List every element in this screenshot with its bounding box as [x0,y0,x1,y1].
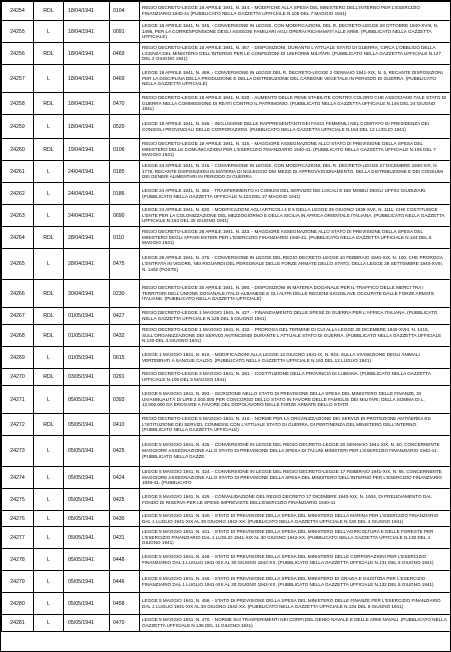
record-type: RDL [34,93,64,115]
record-number: 24264 [2,227,34,249]
table-row [2,347,451,369]
record-page: 0458 [110,593,140,615]
record-page: 0446 [110,571,140,593]
record-page: 0393 [110,386,140,414]
record-type: RDL [34,43,64,65]
record-description: LEGGE 5 MAGGIO 1941, N. 448. - STATO DI PREVISIONE DELLA SPESA DEL MINISTERO DELLE CORPORAZIONI PER L'ESERCIZIO FINANZIARIO DAL 1 LUGLIO 1941-XIX AL 30 GIUGNO 1942-XX. (PUBBLICATO NELLA GAZZETTA UFFICIALE N.131 DEL 6 GIUGNO 1941) [140,549,451,571]
record-date: 24/04/1941 [64,205,110,227]
record-description: REGIO DECRETO-LEGGE 18 APRILE 1941, N. 467. - DISPOSIZIONI, DURANTE L'ATTUALE STATO DI GUERRA, CIRCA L'OBBLIGO DELLA LICENZA DEL MINISTERO DELL'INTERNO PER LE CONFEZIONI DI UNIFORMI MILITARI. (PUBBLICATO NELLA GAZZETTA UFFICIALE N.127 DEL 2 GIUGNO 1941) [140,43,451,65]
record-type: L [34,571,64,593]
table-row [2,2,451,21]
record-page: 0185 [110,161,140,183]
record-type: RDL [34,369,64,386]
table-row [2,325,451,347]
record-description: LEGGE 18 APRILE 1941, N. 636. - INCLUSIONE DELLE RAPPRESENTANTI DEI FASCI FEMMINILI NEL COMITATO DI PRESIDENZA DEI CONSIGLI PROVINCIALI DELLE CORPORAZIONI. (PUBBLICATO NELLA GAZZETTA UFFICIALE N.164 DEL 12 LUGLIO 1941) [140,115,451,139]
table-row [2,386,451,414]
record-number: 24278 [2,549,34,571]
record-type: L [34,593,64,615]
record-description: LEGGE 5 MAGGIO 1941, N. 470. - NORME SUI TRASFERIMENTI NEI CORPI DEL GENIO NAVALE E DELLE ARMI NAVALI. (PUBBLICATO NELLA GAZZETTA UFFICIALE N.138 DEL 11 GIUGNO 1941) [140,615,451,632]
record-date: 18/04/1941 [64,2,110,21]
record-date: 18/04/1941 [64,21,110,43]
record-date: 01/05/1941 [64,308,110,325]
record-number: 24262 [2,183,34,205]
table-row [2,467,451,489]
record-page: 0431 [110,527,140,549]
table-row [2,593,451,615]
record-description: LEGGE 5 MAGGIO 1941, N. 425. - CONVERSIONE IN LEGGE DEL REGIO DECRETO-LEGGE 20 GENNAIO 1941-XIX, N. 60, CONCERNENTE MAGGIORE ASSEGNAZIONE ALLO STATO DI PREVISIONE DELLA SPESA DI TALUNI MINISTERI PER L'ESERCIZIO FINANZIARIO 1940-41. (PUBBLICATO NELLA GAZZE. [140,436,451,467]
record-date: 05/05/1941 [64,467,110,489]
record-date: 05/05/1941 [64,511,110,527]
record-date: 24/04/1941 [64,183,110,205]
record-date: 05/05/1941 [64,414,110,436]
record-number: 24270 [2,369,34,386]
record-type: L [34,615,64,632]
record-number: 24267 [2,308,34,325]
table-row [2,65,451,93]
table-row [2,21,451,43]
table-row [2,489,451,511]
record-description: REGIO DECRETO-LEGGE 28 APRILE 1941, N. 333. - MAGGIORE ASSEGNAZIONE ALLO STATO DI PREVISIONE DELLA SPESA DEL MINISTERO DEGLI AFFARI ESTERI PER L'ESERCIZIO FINANZIARIO 1940-41. (PUBBLICATO NELLA GAZZETTA UFFICIALE N.104 DEL 6 MAGGIO 1941) [140,227,451,249]
record-type: L [34,249,64,280]
record-date: 28/04/1941 [64,249,110,280]
record-type: RDL [34,280,64,308]
record-page: 0615 [110,347,140,369]
record-type: L [34,467,64,489]
record-type: L [34,436,64,467]
record-date: 01/05/1941 [64,347,110,369]
record-number: 24275 [2,489,34,511]
record-type: RDL [34,2,64,21]
record-description: REGIO DECRETO-LEGGE 1 MAGGIO 1941, N. 427. - FINANZIAMENTO DELLE SPESE DI GUERRA PER L'AFRICA ITALIANA. (PUBBLICATO NELLA GAZZETTA UFFICIALE N.129 DEL 5 GIUGNO 1941) [140,308,451,325]
record-page: 0291 [110,369,140,386]
record-description: REGIO DECRETO-LEGGE 19 APRILE 1941, N. 316. - MAGGIORE ASSEGNAZIONE ALLO STATO DI PREVISIONE DELLA SPESA DEL MINISTERO DELLE COMUNICAZIONI PER L'ESERCIZIO FINANZIARIO 1940-41. (PUBBLICATO NELLA GAZZETTA UFFICIALE N.105 DEL 7 MAGGIO 1941) [140,139,451,161]
record-number: 24263 [2,205,34,227]
record-date: 24/04/1941 [64,161,110,183]
record-number: 24277 [2,527,34,549]
record-number: 24274 [2,467,34,489]
record-page: 0448 [110,549,140,571]
record-type: L [34,489,64,511]
record-page: 0091 [110,21,140,43]
record-type: L [34,511,64,527]
record-description: LEGGE 5 MAGGIO 1941, N. 458. - STATO DI PREVISIONE DELLA SPESA DEL MINISTERO DELLE FINANZE PER L'ESERCIZIO FINANZIARIO DAL 1 LUGLIO 1941-XIX AL 30 GIUGNO 1942-XX. (PUBBLICATO NELLA GAZZETTA UFFICIALE N.134 DEL 9 GIUGNO 1941) [140,593,451,615]
table-row [2,414,451,436]
record-description: LEGGE 5 MAGGIO 1941, N. 393. - ISCRIZIONE NELLO STATO DI PREVISIONE DELLA SPESA DEL MINISTERO DELLE FINANZE, DI UN'ANNUALITÀ DI LIRE 2.000.000 PER CONCORSO DELLO STATO IN FAVORE DELLE FAMIGLIE DEI MILITARI; DELLA SOMMA DI L. 12.000.000 DA EROGARE A FAVORE DEL DOPOLAVORO DELLE FORZE ARMATE DELLO STATO [140,386,451,414]
record-type: L [34,161,64,183]
table-row [2,227,451,249]
record-page: 0230 [110,280,140,308]
table-row [2,571,451,593]
record-date: 05/05/1941 [64,527,110,549]
record-type: L [34,527,64,549]
record-date: 18/04/1941 [64,43,110,65]
record-description: LEGGE 24 APRILE 1941, N. 315. - CONVERSIONE IN LEGGE, CON MODIFICAZIONI, DEL R. DECRETO-LEGGE 27 DICEMBRE 1940-XIX, N. 1776, RECANTE DISPOSIZIONI IN MATERIA DI NOLEGGIO DEI MEZZI DI APPROVVIGIONAMENTO, DELLA DISTRIBUZIONE E DEI CONSUMI DEI GENERI ALIMENTARI IN PERIODO DI GUERRA [140,161,451,183]
record-date: 03/05/1941 [64,369,110,386]
record-page: 0470 [110,615,140,632]
record-page: 0110 [110,227,140,249]
record-description: LEGGE 24 APRILE 1941, N. 530. - MODIFICAZIONI AGLI ARTICOLI 4 E 5 DELLA LEGGE 25 GIUGNO 1939-XVII, N. 1111, CHE COSTITUISCE L'ENTE PER LA COLONIZZAZIONE DEL MEZZOGIORNO E DELLA SICILIA IN AFRICA ORIENTALE ITALIANA. (PUBBLICATO NELLA GAZZETTA UFFICIALE N.153 DEL 30 GIUGNO 1941) [140,205,451,227]
table-row [2,308,451,325]
table-row [2,115,451,139]
table-row [2,43,451,65]
record-description: REGIO DECRETO-LEGGE 18 APRILE 1941, N. 344. - MODIFICHE ALLA SPESA DEL MINISTERO DELL'INTERNO PER L'ESERCIZIO FINANZIARIO 1940-41 (PUBBLICATO NELLA GAZZETTA UFFICIALE N.105 DEL 7 MAGGIO 1941) [140,2,451,21]
record-page: 0186 [110,183,140,205]
record-type: RDL [34,414,64,436]
record-description: LEGGE 24 APRILE 1941, N. 392. - TRASFERIMENTO AI COMUNI DEL SERVIZIO DEI LOCALI E DEI MOBILI DEGLI UFFICI GIUDIZIARI. (PUBBLICATO NELLA GAZZETTA UFFICIALE N.123 DEL 27 MAGGIO 1941) [140,183,451,205]
record-number: 24260 [2,139,34,161]
record-date: 28/04/1941 [64,227,110,249]
record-description: LEGGE 28 APRILE 1941, N. 475. - CONVERSIONE IN LEGGE DEL REGIO DECRETO-LEGGE 10 FEBBRAIO 1940-XIX, N. 100, CHE PROROGA L'ENTRATA IN VIGORE, NEI RIGUARDI DEL PERSONALE DELLE FORZE ARMATE DELLO STATO, DELLA LEGGE 28 SETTEMBRE 1940-XVIII, N. 1452 (POSTE) [140,249,451,280]
record-type: L [34,549,64,571]
record-type: RDL [34,325,64,347]
record-type: L [34,115,64,139]
record-type: L [34,205,64,227]
record-number: 24255 [2,21,34,43]
record-page: 0425 [110,436,140,467]
table-row [2,93,451,115]
record-date: 05/05/1941 [64,549,110,571]
record-number: 24254 [2,2,34,21]
record-date: 18/04/1941 [64,93,110,115]
record-date: 05/05/1941 [64,436,110,467]
record-type: L [34,21,64,43]
record-number: 24268 [2,325,34,347]
table-row [2,280,451,308]
record-date: 19/04/1941 [64,139,110,161]
record-page: 0520 [110,115,140,139]
table-row [2,511,451,527]
record-page: 0469 [110,43,140,65]
record-number: 24280 [2,593,34,615]
table-row [2,161,451,183]
record-type: RDL [34,139,64,161]
records-table-body [2,2,451,632]
record-type: L [34,65,64,93]
record-type: L [34,386,64,414]
record-date: 05/05/1941 [64,571,110,593]
table-row [2,369,451,386]
record-description: LEGGE 5 MAGGIO 1941, N. 446. - STATO DI PREVISIONE DELLA SPESA DEL MINISTERO DI GRAZIA E GIUSTIZIA PER L'ESERCIZIO FINANZIARIO DAL 1 LUGLIO 1941-XIX AL 30 GIUGNO 1942-XX. (PUBBLICATO NELLA GAZZETTA UFFICIALE N.132 DEL 6 GIUGNO 1941) [140,571,451,593]
record-page: 0432 [110,325,140,347]
record-date: 05/05/1941 [64,489,110,511]
record-description: LEGGE 5 MAGGIO 1941, N. 430. - STATO DI PREVISIONE DELLA SPESA DEL MINISTERO DELLA MARINA PER L'ESERCIZIO FINANZIARIO DAL 1 LUGLIO 1941-XIX AL 30 GIUGNO 1942-XX. (PUBBLICATO NELLA GAZZETTA UFFICIALE N.130 DEL 4 GIUGNO 1941) [140,511,451,527]
record-page: 0104 [110,2,140,21]
record-description: REGIO DECRETO-LEGGE 1 MAGGIO 1941, N. 432. - PROROGA DEL TERMINE DI CUI ALLA LEGGE 30 DICEMBRE 1940-XVIII, N. 1415, SULL'ORGANIZZAZIONE DEI SERVIZI ANTINCENDI DURANTE L'ATTUALE STATO DI GUERRA. (PUBBLICATO NELLA GAZZETTA UFFICIALE N.130 DEL 4 GIUGNO 1941) [140,325,451,347]
record-page: 0469 [110,65,140,93]
record-page: 0470 [110,93,140,115]
record-number: 24256 [2,43,34,65]
table-row [2,527,451,549]
record-description: LEGGE 18 APRILE 1941, N. 345. - CONVERSIONE IN LEGGE, CON MODIFICAZIONI, DEL R. DECRETO-LEGGE 28 OTTOBRE 1940-XVIII, N. 1496, PER LA CORRESPONSIONE DEGLI ASSEGNI FAMILIARI AGLI OPERAI RICHIAMATI ALLE ARMI. (PUBBLICATO NELLA GAZZETTA UFFICIALE) [140,21,451,43]
record-date: 05/05/1941 [64,386,110,414]
record-number: 24276 [2,511,34,527]
record-description: REGIO DECRETO-LEGGE 18 APRILE 1941, N. 530. - AUMENTO DELLE PENE STABILITE CONTRO COLORO CHE ASSOCIANO TALE STATO DI GUERRA NELLA COMMISSIONE DI REATI CONTRO IL PATRIMONIO. (PUBBLICATO NELLA GAZZETTA UFFICIALE N.146 DEL 24 GIUGNO 1941) [140,93,451,115]
record-date: 18/04/1941 [64,65,110,93]
record-page: 0106 [110,139,140,161]
record-description: REGIO DECRETO-LEGGE 3 MAGGIO 1941, N. 291. - COSTITUZIONE DELLA PROVINCIA DI LUBIANA. (PUBBLICATO NELLA GAZZETTA UFFICIALE N.105 DEL 5 MAGGIO 1941) [140,369,451,386]
record-number: 24272 [2,414,34,436]
table-row [2,615,451,632]
record-number: 24281 [2,615,34,632]
record-description: REGIO DECRETO-LEGGE 5 MAGGIO 1941, N. 410. - NORME PER LA ORGANIZZAZIONE DEI SERVIZI DI PROTEZIONE ANTIAEREA ED L'ISTITUZIONE DEI SERVIZI, CONNESSI CON L'ATTUALE STATO DI GUERRA, DI PERTINENZA DEL MINISTERO DELL'INTERNO. (PUBBLICATO NELLA GAZZETTA UFFICIALE) [140,414,451,436]
record-number: 24258 [2,93,34,115]
record-number: 24259 [2,115,34,139]
record-number: 24271 [2,386,34,414]
record-type: L [34,347,64,369]
record-page: 0410 [110,414,140,436]
table-row [2,549,451,571]
record-number: 24257 [2,65,34,93]
record-description: REGIO DECRETO-LEGGE 30 APRILE 1941, N. 390. - DISPOSIZIONI IN MATERIA DOGANALE PER IL TRAFFICO DELLE MERCI TRA I TERRITORI DELL'UNIONE DOGANALE ITALO-ALBANESE E GLI ALTRI DELLE REGIONI IUGOSLAVE OCCUPATE DALLE FORZE ARMATE ITALIANE. (PUBBLICATO NELLA GAZZETTA UFFICIALE) [140,280,451,308]
record-number: 24279 [2,571,34,593]
record-page: 0424 [110,467,140,489]
record-type: RDL [34,227,64,249]
record-page: 0425 [110,489,140,511]
record-number: 24273 [2,436,34,467]
record-description: LEGGE 5 MAGGIO 1941, N. 431. - STATO DI PREVISIONE DELLA SPESA DEL MINISTERO DELL'AGRICOLTURA E DELLE FORESTE PER L'ESERCIZIO FINANZIARIO DAL 1 LUGLIO 1941-XIX AL 30 GIUGNO 1942-XX. (PUBBLICATO NELLA GAZZETTA UFFICIALE N.130 DEL 4 GIUGNO 1941) [140,527,451,549]
record-date: 18/04/1941 [64,115,110,139]
record-date: 30/04/1941 [64,280,110,308]
record-page: 0690 [110,205,140,227]
record-date: 05/05/1941 [64,593,110,615]
record-type: RDL [34,308,64,325]
record-description: LEGGE 5 MAGGIO 1941, N. 424. - CONVERSIONE IN LEGGE DEL REGIO DECRETO-LEGGE 17 FEBBRAIO 1941-XIX, N. 65, CONCERNENTE MAGGIORE ASSEGNAZIONE ALLO STATO DI PREVISIONE DELLA SPESA DEL MINISTERO DELL'INTERNO PER L'ESERCIZIO FINANZIARIO 1940-41. (PUBBLICATO [140,467,451,489]
record-date: 01/05/1941 [64,325,110,347]
record-date: 05/05/1941 [64,615,110,632]
record-page: 0430 [110,511,140,527]
table-row [2,205,451,227]
record-number: 24261 [2,161,34,183]
record-description: LEGGE 5 MAGGIO 1941, N. 425. - CONVALIDAZIONE DEL REGIO DECRETO 17 DICEMBRE 1940-XIX, N. 1934, DI PRELEVAMENTO DAL FONDO DI RISERVA PER LE SPESE IMPREVISTE DELL'ESERCIZIO FINANZIARIO 1940-41 [140,489,451,511]
record-description: LEGGE 1 MAGGIO 1941, N. 615. - MODIFICAZIONI ALLA LEGGE 12 GIUGNO 1931-IX, N. 924, SULLA VIVISEZIONE DEGLI ANIMALI VERTEBRATI A SANGUE CALDO. (PUBBLICATO NELLA GAZZETTA UFFICIALE N.163 DEL 12 LUGLIO 1941) [140,347,451,369]
record-type: L [34,183,64,205]
record-number: 24265 [2,249,34,280]
records-table [1,1,451,632]
record-number: 24266 [2,280,34,308]
table-row [2,139,451,161]
table-row [2,183,451,205]
record-page: 0427 [110,308,140,325]
table-row [2,436,451,467]
record-description: LEGGE 18 APRILE 1941, N. 469. - CONVERSIONE IN LEGGE DEL R. DECRETO-LEGGE 2 GENNAIO 1941-XIX, N. 5, RECANTE DISPOSIZIONI PER LA DISCIPLINA DELLA PRODUZIONE E DELLA DISTRIBUZIONE DEL CARBONE VEGETALE IN PERIODO DI GUERRA. (PUBBLICATO NELLA GAZZETTA UFFICIALE) [140,65,451,93]
record-page: 0475 [110,249,140,280]
table-row [2,249,451,280]
record-number: 24269 [2,347,34,369]
